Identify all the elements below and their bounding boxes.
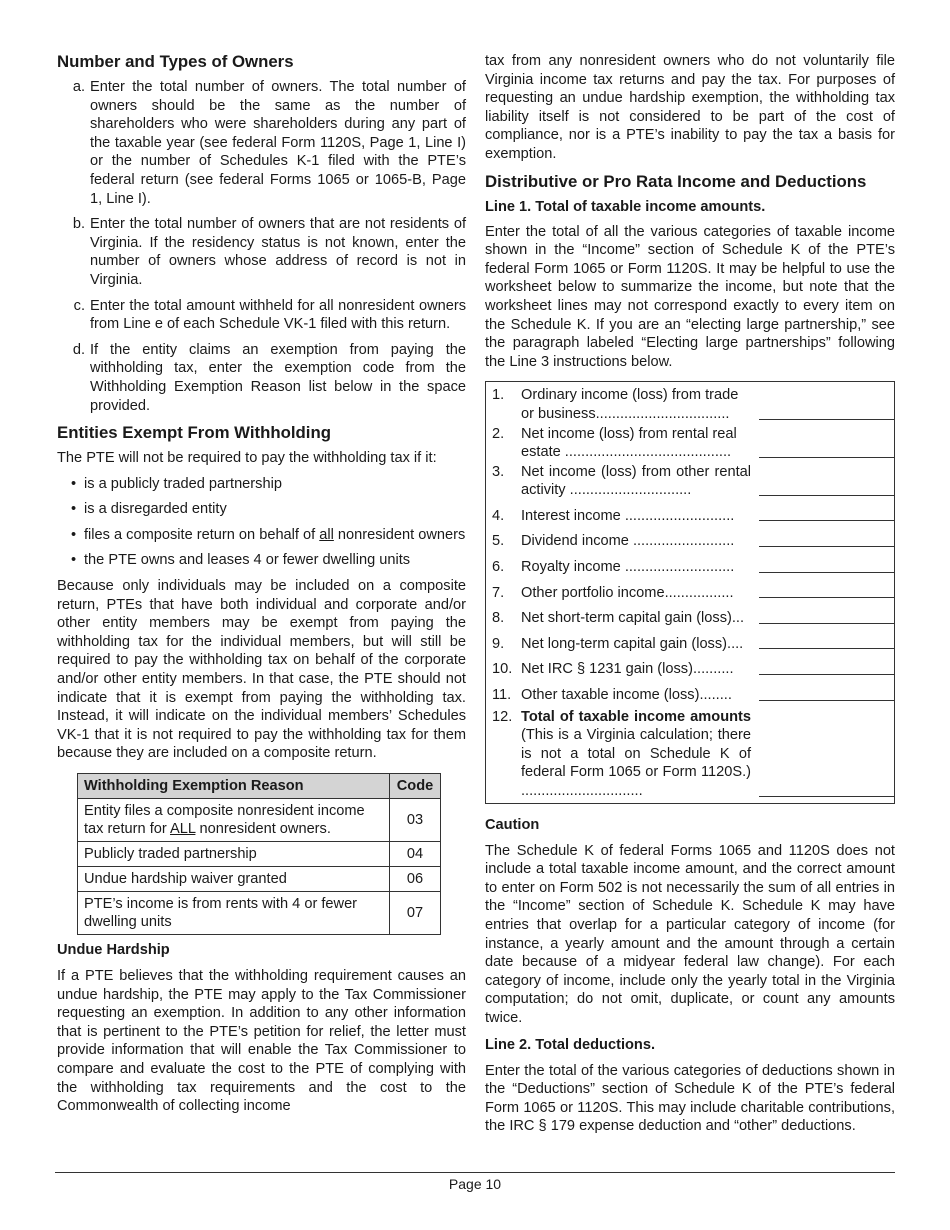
bullet-item (57, 475, 466, 494)
worksheet-row (486, 660, 894, 679)
code-cell: 06 (390, 867, 441, 892)
owners-list (57, 78, 466, 415)
exempt-heading: Entities Exempt From Withholding (57, 423, 331, 443)
table-row (78, 892, 441, 935)
worksheet-text: Ordinary income (loss) from trade or business................................. (521, 387, 739, 422)
line2-paragraph: Enter the total of the various categories of deductions shown in the “Deductions” section of Schedule K of the PTE’s federal Form 1065 or 1120S. This may include charitable contributions, the IRC § 179 expense deduction and “other” deductions. (485, 1062, 895, 1135)
left-column (57, 50, 466, 1116)
item-text: If the entity claims an exemption from paying the withholding tax, enter the exemption code from the Withholding Exemption Reason list below in the space provided. (90, 341, 466, 414)
table-row (78, 867, 441, 892)
table-row (78, 842, 441, 867)
table-header-row (78, 774, 441, 799)
worksheet-row (486, 532, 894, 551)
worksheet-text: Other portfolio income................. (521, 584, 734, 601)
owners-item-d (57, 341, 466, 415)
code-cell: 07 (390, 892, 441, 935)
worksheet-row (486, 463, 894, 500)
worksheet-text: Royalty income ........................... (521, 559, 735, 576)
page-number: Page 10 (448, 1176, 502, 1192)
item-text: Enter the total number of owners. The total number of owners should be the same as the number of shareholders who were shareholders during any part of the taxable year (see federal Form 1120S, Page 1, Line I) or the number of Schedules K-1 filed with the PTE’s federal return (see federal Forms 1065 or 1065-B, Page 1, Line I). (90, 79, 466, 207)
worksheet-total-text: (This is a Virginia calculation; there is not a total on Schedule K of federal Form 1065 or Form 1120S.) .............................. (521, 727, 751, 799)
worksheet-entry-line[interactable] (759, 494, 894, 496)
worksheet-text: Net long-term capital gain (loss).... (521, 635, 744, 652)
because-paragraph: Because only individuals may be included on a composite return, PTEs that have both individual and corporate and/or other entity members may be exempt from paying the withholding tax for the individual members, but will still be required to pay the withholding tax on behalf of the corporate and/or other entity members. In that case, the PTE should not indicate that it is exempt from paying the withholding tax. Instead, it will indicate on the individual members’ Schedules VK-1 that it is not required to pay the withholding tax for them because they are included on a composite return. (57, 578, 466, 762)
item-marker: d. (72, 341, 85, 358)
worksheet-text: Interest income ........................... (521, 507, 735, 524)
bullet-item (57, 526, 466, 545)
bullet-text (84, 526, 466, 545)
worksheet-text: Net income (loss) from other rental activity .............................. (521, 463, 751, 499)
worksheet-text: Net income (loss) from rental real estate ......................................... (521, 425, 737, 461)
bullet-item (57, 551, 466, 570)
worksheet-num: 2. (492, 425, 505, 442)
header-reason: Withholding Exemption Reason (78, 774, 390, 799)
worksheet-num: 7. (492, 584, 505, 601)
bullet-text: is a publicly traded partnership (84, 475, 282, 492)
worksheet-total-label: Total of taxable income amounts (521, 708, 751, 725)
worksheet-num: 11. (492, 687, 512, 704)
worksheet-num: 8. (492, 610, 505, 627)
worksheet-entry-line[interactable] (759, 519, 894, 521)
worksheet-row (486, 686, 894, 705)
reason-cell: Undue hardship waiver granted (78, 867, 390, 892)
worksheet-num: 10. (492, 661, 513, 678)
undue-hardship-heading: Undue Hardship (57, 942, 170, 958)
bullet-icon: • (71, 475, 77, 492)
worksheet-entry-line[interactable] (759, 795, 894, 797)
worksheet-row (486, 386, 894, 423)
bullet-text-pre: files a composite return on behalf of (84, 526, 320, 543)
bullet-icon: • (71, 552, 77, 569)
item-text: Enter the total number of owners that are not residents of Virginia. If the residency status is not known, enter the number of owners whose address of record is not in Virginia. (90, 216, 466, 288)
bullet-item (57, 500, 466, 519)
worksheet-num: 3. (492, 463, 505, 480)
owners-item-b (57, 215, 466, 289)
caution-heading: Caution (485, 816, 540, 833)
worksheet-entry-line[interactable] (759, 456, 894, 458)
worksheet-text: Other taxable income (loss)........ (521, 687, 732, 704)
undue-hardship-paragraph: If a PTE believes that the withholding requirement causes an undue hardship, the PTE may apply to the Tax Commissioner requesting an exemption. In addition to any other information that is pertinent to the PTE’s petition for relief, the letter must provide information that will enable the Tax Commissioner to compare and evaluate the cost to the PTE of complying with the withholding tax requirements and the cost to the Commonwealth of collecting income (57, 968, 466, 1115)
worksheet-entry-line[interactable] (759, 418, 894, 420)
line1-paragraph: Enter the total of all the various categories of taxable income shown in the “Income” section of Schedule K of the PTE’s federal Form 1065 or Form 1120S. It may be helpful to use the worksheet below to summarize the income, but note that the worksheet lines may not correspond exactly to every item on the Schedule K. If you are an “electing large partnership,” see the paragraph labeled “Electing large partnerships” following the Line 3 instructions below. (485, 223, 895, 370)
bullet-icon: • (71, 501, 77, 518)
bullet-text-post: nonresident owners (333, 526, 466, 543)
worksheet-row (486, 635, 894, 654)
bullet-text: the PTE owns and leases 4 or fewer dwelling units (84, 552, 411, 569)
owners-item-a (57, 78, 466, 208)
worksheet-entry-line[interactable] (759, 673, 894, 675)
item-marker: b. (72, 216, 85, 233)
exemption-table (77, 773, 441, 935)
reason-underline: ALL (169, 821, 196, 837)
income-worksheet (485, 381, 895, 803)
code-cell: 04 (390, 842, 441, 867)
reason-cell: Publicly traded partnership (78, 842, 390, 867)
right-column (485, 50, 895, 1136)
worksheet-entry-line[interactable] (759, 545, 894, 547)
worksheet-row (486, 708, 894, 801)
bullet-text: is a disregarded entity (84, 501, 227, 518)
continued-paragraph: tax from any nonresident owners who do not voluntarily file Virginia income tax returns and pay the tax. For purposes of requesting an undue hardship exemption, the withholding tax liability itself is not considered to be part of the cost of compliance, nor is a PTE’s inability to pay the tax a basis for exemption. (485, 53, 895, 162)
worksheet-text: Net IRC § 1231 gain (loss).......... (521, 661, 734, 678)
worksheet-text (521, 708, 751, 801)
worksheet-text: Net short-term capital gain (loss)... (521, 610, 745, 627)
worksheet-row (486, 609, 894, 628)
item-marker: c. (73, 297, 85, 314)
worksheet-entry-line[interactable] (759, 622, 894, 624)
code-cell: 03 (390, 799, 441, 842)
exempt-bullets (57, 475, 466, 570)
worksheet-entry-line[interactable] (759, 699, 894, 701)
exempt-intro: The PTE will not be required to pay the withholding tax if it: (57, 450, 437, 467)
worksheet-num: 9. (492, 635, 505, 652)
worksheet-num: 1. (492, 387, 505, 404)
worksheet-num: 6. (492, 559, 505, 576)
worksheet-row (486, 425, 894, 462)
reason-cell (78, 799, 390, 842)
worksheet-row (486, 584, 894, 603)
distributive-heading: Distributive or Pro Rata Income and Deductions (485, 171, 867, 191)
reason-cell: PTE’s income is from rents with 4 or fewer dwelling units (78, 892, 390, 935)
worksheet-num: 12. (492, 708, 513, 725)
item-text: Enter the total amount withheld for all nonresident owners from Line e of each Schedule VK-1 filed with this return. (90, 297, 466, 333)
worksheet-row (486, 507, 894, 526)
table-row (78, 799, 441, 842)
bullet-icon: • (71, 526, 77, 543)
header-code: Code (390, 774, 441, 799)
line1-heading: Line 1. Total of taxable income amounts. (485, 198, 766, 215)
reason-post: nonresident owners. (195, 821, 331, 837)
worksheet-entry-line[interactable] (759, 596, 894, 598)
worksheet-text: Dividend income ......................... (521, 533, 735, 550)
worksheet-num: 4. (492, 507, 505, 524)
worksheet-entry-line[interactable] (759, 571, 894, 573)
item-marker: a. (72, 79, 85, 95)
caution-paragraph: The Schedule K of federal Forms 1065 and 1120S does not include a total taxable income amount, and the correct amount to enter on Form 502 is not necessarily the sum of all entries in the “Income” section of Schedule K. Schedule K may have entries that overlap for a particular category of income (for instance, a yearly amount and the amount through a certain date because of a midyear federal law change). For each category of income, include only the yearly total in the Virginia computation; do not omit, duplicate, or count any amounts twice. (485, 842, 895, 1026)
worksheet-row (486, 558, 894, 577)
footer-divider (55, 1172, 895, 1173)
worksheet-entry-line[interactable] (759, 647, 894, 649)
bullet-text-underline: all (319, 526, 334, 543)
line2-heading: Line 2. Total deductions. (485, 1036, 656, 1053)
owners-heading: Number and Types of Owners (57, 52, 294, 71)
reason-pre: Entity files a composite nonresident income tax return for (84, 803, 365, 837)
owners-item-c (57, 297, 466, 334)
worksheet-num: 5. (492, 533, 505, 550)
